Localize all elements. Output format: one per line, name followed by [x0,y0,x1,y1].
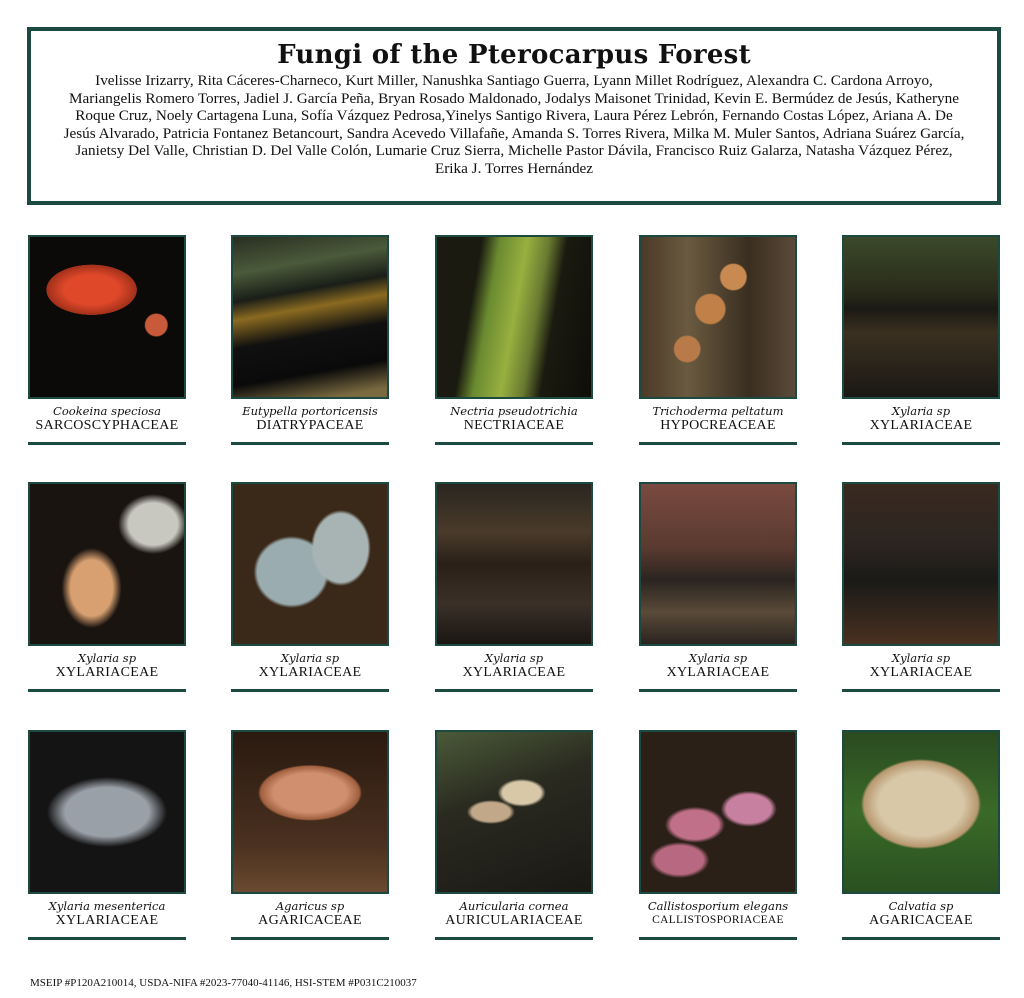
header-box [27,27,1001,205]
fungus-photo [435,235,593,399]
family-name: DIATRYPACEAE [256,418,364,433]
caption-divider [842,689,1000,692]
fungus-photo [842,730,1000,894]
fungus-card [639,482,797,692]
fungus-photo [639,235,797,399]
family-name: NECTRIACEAE [463,418,565,433]
family-name: HYPOCREACEAE [660,418,776,433]
fungus-photo [435,482,593,646]
caption-divider [28,442,186,445]
fungus-card [28,235,186,445]
caption-divider [842,937,1000,940]
fungus-photo [842,235,1000,399]
family-name: SARCOSCYPHACEAE [35,418,179,433]
family-name: XYLARIACEAE [55,665,159,680]
caption-divider [435,937,593,940]
species-name: Xylaria sp [688,651,748,665]
fungus-photo [28,235,186,399]
fungus-card [842,482,1000,692]
family-name: CALLISTOSPORIACEAE [652,914,784,926]
fungus-card [435,482,593,692]
family-name: AGARICACEAE [869,913,973,928]
fungus-card [28,730,186,940]
fungus-photo [231,730,389,894]
species-name: Trichoderma peltatum [652,404,784,418]
caption-divider [231,442,389,445]
fungus-card [28,482,186,692]
caption-divider [435,689,593,692]
family-name: XYLARIACEAE [462,665,566,680]
species-name: Xylaria sp [280,651,340,665]
species-name: Xylaria sp [891,404,951,418]
species-name: Eutypella portoricensis [242,404,378,418]
family-name: XYLARIACEAE [666,665,770,680]
fungus-card [231,730,389,940]
fungus-photo [435,730,593,894]
fungus-card [231,235,389,445]
species-name: Callistosporium elegans [647,899,789,913]
family-name: AGARICACEAE [258,913,362,928]
species-name: Cookeina speciosa [53,404,161,418]
fungus-card [842,730,1000,940]
caption-divider [639,442,797,445]
fungus-card [435,730,593,940]
caption-divider [639,937,797,940]
fungus-photo [231,482,389,646]
species-name: Calvatia sp [888,899,954,913]
caption-divider [639,689,797,692]
poster-title: Fungi of the Pterocarpus Forest [277,40,751,70]
author-list: Ivelisse Irizarry, Rita Cáceres-Charneco, Kurt Miller, Nanushka Santiago Guerra, Lyann Millet Rodríguez, Alexandra C. Cardona Arroyo, Mariangelis Romero Torres, Jadiel J. García Peña, Bryan Rosado Maldonado, Jodalys Maisonet Trinidad, Kevin E. Bermúdez de Jesús, Katheryne Roque Cruz, Noely Cartagena Luna, Sofía Vázquez Pedrosa,Yinelys Santigo Rivera, Laura Pérez Lebrón, Fernando Costas López, Ariana A. De Jesús Alvarado, Patricia Fontanez Betancourt, Sandra Acevedo Villafañe, Amanda S. Torres Rivera, Milka M. Muler Santos, Adriana Suárez García, Janietsy Del Valle, Christian D. Del Valle Colón, Lumarie Cruz Sierra, Michelle Pastor Dávila, Francisco Ruiz Galarza, Natasha Vázquez Pérez, Erika J. Torres Hernández [63,72,965,177]
family-name: XYLARIACEAE [869,665,973,680]
species-name: Xylaria sp [77,651,137,665]
grant-footer: MSEIP #P120A210014, USDA-NIFA #2023-77040-41146, HSI-STEM #P031C210037 [30,977,417,989]
family-name: AURICULARIACEAE [445,913,583,928]
caption-divider [28,937,186,940]
fungus-card [639,730,797,940]
fungus-card [435,235,593,445]
family-name: XYLARIACEAE [55,913,159,928]
species-name: Xylaria sp [891,651,951,665]
species-name: Xylaria mesenterica [48,899,166,913]
fungus-photo [231,235,389,399]
species-name: Agaricus sp [275,899,345,913]
caption-divider [231,689,389,692]
fungus-photo [639,730,797,894]
fungus-photo [28,482,186,646]
caption-divider [435,442,593,445]
caption-divider [842,442,1000,445]
fungus-card [231,482,389,692]
family-name: XYLARIACEAE [258,665,362,680]
species-name: Nectria pseudotrichia [450,404,578,418]
species-name: Auricularia cornea [459,899,569,913]
family-name: XYLARIACEAE [869,418,973,433]
caption-divider [28,689,186,692]
fungus-photo [28,730,186,894]
fungus-photo [842,482,1000,646]
fungus-card [842,235,1000,445]
fungus-card [639,235,797,445]
species-name: Xylaria sp [484,651,544,665]
caption-divider [231,937,389,940]
fungus-photo [639,482,797,646]
